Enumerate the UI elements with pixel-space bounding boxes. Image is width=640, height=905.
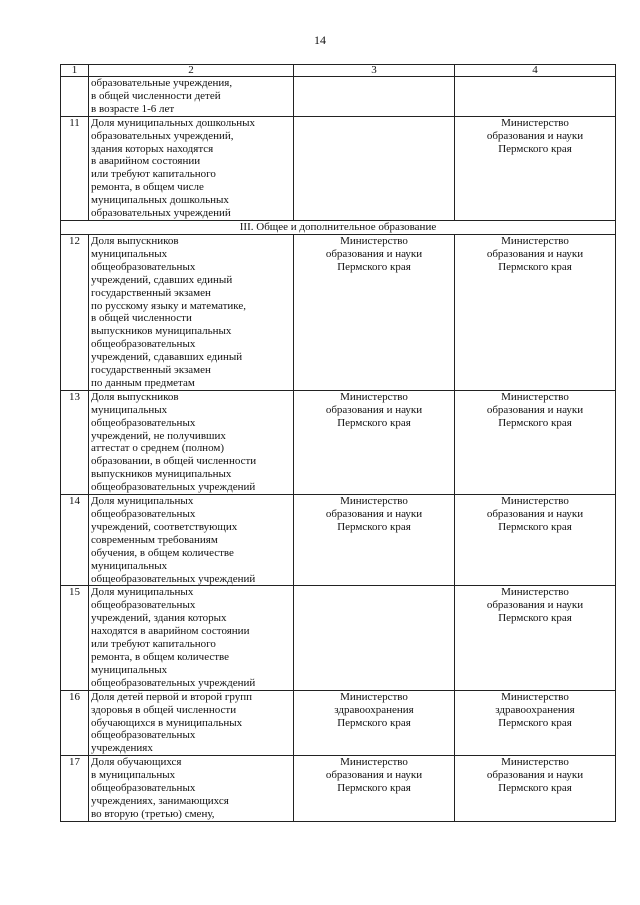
row-responsible-col4: Министерство образования и науки Пермского края [455,495,616,586]
table-row [61,234,616,390]
section-header-row [61,220,616,234]
row-responsible-col4: Министерство образования и науки Пермского края [455,116,616,220]
row-description: Доля обучающихся в муниципальных общеобразовательных учреждениях, занимающихся во вторую (третью) смену, [89,756,294,822]
row-number [61,77,89,117]
row-description: Доля муниципальных дошкольных образовательных учреждений, здания которых находятся в аварийном состоянии или требуют капитального ремонта, в общем числе муниципальных дошкольных образовательных учреждений [89,116,294,220]
row-responsible-col3: Министерство образования и науки Пермского края [294,495,455,586]
row-number: 14 [61,495,89,586]
indicators-table [60,64,616,822]
row-number: 13 [61,390,89,494]
row-description: Доля муниципальных общеобразовательных учреждений, здания которых находятся в аварийном состоянии или требуют капитального ремонта, в общем количестве муниципальных общеобразовательных учреждений [89,586,294,690]
row-responsible-col3: Министерство образования и науки Пермского края [294,390,455,494]
row-number: 17 [61,756,89,822]
table-header-row [61,65,616,77]
table-row [61,116,616,220]
row-responsible-col4: Министерство образования и науки Пермского края [455,234,616,390]
row-description: Доля детей первой и второй групп здоровья в общей численности обучающихся в муниципальных общеобразовательных учреждениях [89,690,294,756]
header-cell: 1 [61,65,89,77]
row-responsible-col3: Министерство здравоохранения Пермского края [294,690,455,756]
row-number: 15 [61,586,89,690]
row-responsible-col4: Министерство образования и науки Пермского края [455,756,616,822]
header-cell: 3 [294,65,455,77]
header-cell: 4 [455,65,616,77]
table-row [61,390,616,494]
row-responsible-col3 [294,77,455,117]
table-row [61,690,616,756]
row-responsible-col4 [455,77,616,117]
row-responsible-col4: Министерство здравоохранения Пермского края [455,690,616,756]
row-number: 11 [61,116,89,220]
row-responsible-col4: Министерство образования и науки Пермского края [455,586,616,690]
row-responsible-col4: Министерство образования и науки Пермского края [455,390,616,494]
header-cell: 2 [89,65,294,77]
row-number: 12 [61,234,89,390]
row-description: образовательные учреждения, в общей численности детей в возрасте 1-6 лет [89,77,294,117]
row-responsible-col3: Министерство образования и науки Пермского края [294,756,455,822]
row-description: Доля выпускников муниципальных общеобразовательных учреждений, сдавших единый государственный экзамен по русскому языку и математике, в общей численности выпускников муниципальных общеобразовательных учреждений, сдававших единый государственный экзамен по данным предметам [89,234,294,390]
row-responsible-col3 [294,116,455,220]
row-responsible-col3: Министерство образования и науки Пермского края [294,234,455,390]
table-row [61,756,616,822]
section-title: III. Общее и дополнительное образование [61,220,616,234]
row-number: 16 [61,690,89,756]
table-row [61,586,616,690]
row-responsible-col3 [294,586,455,690]
row-description: Доля муниципальных общеобразовательных учреждений, соответствующих современным требованиям обучения, в общем количестве муниципальных общеобразовательных учреждений [89,495,294,586]
table-row [61,495,616,586]
row-description: Доля выпускников муниципальных общеобразовательных учреждений, не получивших аттестат о среднем (полном) образовании, в общей численности выпускников муниципальных общеобразовательных учреждений [89,390,294,494]
page-number: 14 [314,33,326,47]
table-row-continued [61,77,616,117]
